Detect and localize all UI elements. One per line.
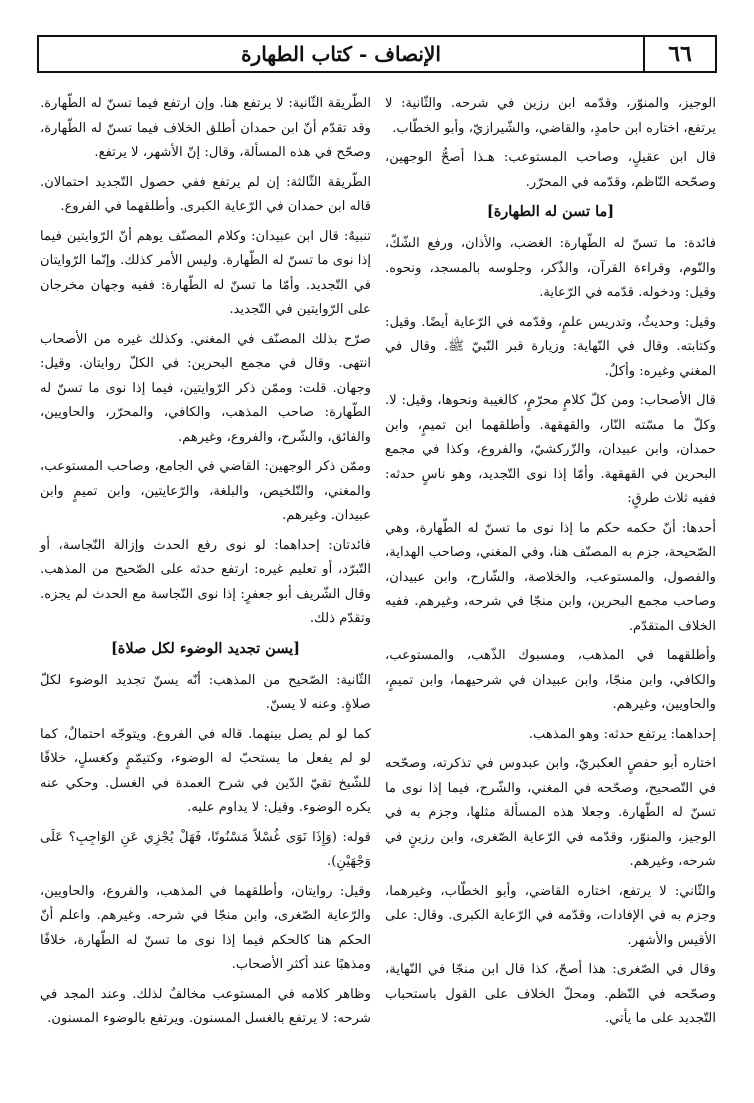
page-number: ٦٦ — [643, 37, 715, 71]
paragraph: صرّح بذلك المصنّف في المغني. وكذلك غيره من الأصحاب انتهى. وقال في مجمع البحرين: في الكلّ روايتان. وقيل: وجهان. قلت: وممّن ذكر الرّوايتين، فيما إذا نوى ما تسنّ له الطّهارة: صاحب المذهب، والكافي، والمحرّر، والحاويين، والفائق، والشّرح، والفروع، وغيرهم. — [40, 331, 371, 445]
paragraph: وظاهر كلامه في المستوعب مخالفٌ لذلك. وعند المجد في شرحه: لا يرتفع بالغسل المسنون. ويرتفع بالوضوء المسنون. — [40, 986, 371, 1026]
paragraph: إحداهما: يرتفع حدثه: وهو المذهب. — [528, 726, 716, 742]
paragraph: الوجيز، والمنوّر، وقدّمه ابن رزين في شرحه. والثّانية: لا يرتفع، اختاره ابن حامدٍ، والقاضي، والشّيرازيّ، وأبو الخطّاب. — [385, 96, 716, 136]
left-column — [40, 92, 371, 1072]
section-heading: [يسن تجديد الوضوء لكل صلاة] — [110, 639, 301, 657]
paragraph: اختاره أبو حفصٍ العكبريّ، وابن عبدوس في تذكرته، وصحّحه في التّصحيح، وصحّحه في المغني، والشّرح، فيما إذا نوى ما تسنّ له الطّهارة. وجعلا هذه المسألة مثلها، وجزم به في الوجيز، والمنوّر، وقدّمه في الرّعاية الصّغرى، وابن رزينٍ في شرحه، وغيرهم. — [385, 756, 716, 869]
paragraph: تنبيهٌ: قال ابن عبيدان: وكلام المصنّف يوهم أنّ الرّوايتين فيما إذا نوى ما تسنّ له الطّهارة. وليس الأمر كذلك. وإنّما الرّوايتان في التّجديد. وأمّا ما تسنّ له الطّهارة: ففيه وجهان مخرجان على الرّوايتين في التّجديد. — [40, 228, 371, 317]
paragraph: وقيل: روايتان، وأطلقهما في المذهب، والفروع، والحاويين، والرّعاية الصّغرى، وابن منجّا في شرحه. وغيرهم. واعلم أنّ الحكم هنا كالحكم فيما إذا نوى ما تسنّ له الطّهارة، خلافًا ومذهبًا عند أكثر الأصحاب. — [40, 883, 371, 972]
page-header — [37, 35, 717, 73]
paragraph: وقال في الصّغرى: هذا أصحّ، كذا قال ابن منجّا في النّهاية، وصحّحه في النّظم. ومحلّ الخلاف على القول باستحباب التّجديد على ما يأتي. — [385, 962, 716, 1026]
paragraph: قال الأصحاب: ومن كلّ كلامٍ محرّمٍ، كالغيبة ونحوها، وقيل: لا. وكلّ ما مسّته النّار، والقهقهة. وأطلقهما ابن تميمٍ، وابن حمدان، وابن عبيدان، والزّركشيّ، والفروع، وكذا في مجمع البحرين في القهقهة. وأمّا إذا نوى التّجديد، وهو ناسٍ حدثه: ففيه ثلاث طرقٍ: — [385, 393, 716, 506]
paragraph: قال ابن عقيلٍ، وصاحب المستوعب: هـذا أصحُّ الوجهين، وصحّحه النّاظم، وقدّمه في المحرّر. — [385, 150, 716, 190]
paragraph: الطّريقة الثّالثة: إن لم يرتفع ففي حصول التّجديد احتمالان. قاله ابن حمدان في الرّعاية الكبرى. وأطلقهما في الفروع. — [40, 174, 371, 214]
paragraph: والثّاني: لا يرتفع، اختاره القاضي، وأبو الخطّاب، وغيرهما، وجزم به في الإفادات، وقدّمه في الرّعاية الكبرى. وقال: على الأقيس والأشهر. — [385, 883, 716, 948]
paragraph: وأطلقهما في المذهب، ومسبوك الذّهب، والمستوعب، والكافي، وابن منجّا، وابن عبيدان في شرحيهما، وابن تميمٍ، والحاويين، وغيرهم. — [385, 648, 716, 712]
paragraph: كما لو لم يصل بينهما. قاله في الفروع. ويتوجّه احتمالٌ، كما لو لم يفعل ما يستحبّ له الوضوء، وكتيمّمٍ وكغسلٍ، خلافًا للشّيخ تقيّ الدّين في شرح العمدة في الغسل. وحكي عنه يكره الوضوء. وقيل: لا يداوم عليه. — [40, 726, 371, 815]
right-column — [385, 92, 716, 1072]
paragraph: أحدها: أنّ حكمه حكم ما إذا نوى ما تسنّ له الطّهارة، وهي الصّحيحة، جزم به المصنّف هنا، وفي المغني، وصاحب الهداية، والفصول، والمستوعب، والخلاصة، والشّارح، وابن عبيدان، وصاحب مجمع البحرين، وابن منجّا في شرحه، وغيرهم. ففيه الخلاف المتقدّم. — [385, 520, 716, 634]
paragraph: الثّانية: الصّحيح من المذهب: أنّه يسنّ تجديد الوضوء لكلّ صلاةٍ. وعنه لا يسنّ. — [40, 672, 371, 712]
page-title: الإنصاف - كتاب الطهارة — [241, 42, 441, 66]
paragraph: الطّريقة الثّانية: لا يرتفع هنا. وإن ارتفع فيما تسنّ له الطّهارة. وقد تقدّم أنّ ابن حمدان أطلق الخلاف فيما تسنّ له الطّهارة، وصحّح في هذه المسألة، وقال: إنّ الأشهر، لا يرتفع. — [40, 96, 371, 160]
paragraph: وقيل: وحديثٌ، وتدريس علمٍ، وقدّمه في الرّعاية أيضًا. وقيل: وكتابته. وقال في النّهاية: وزيارة قبر النّبيّ ﷺ. وقال في المغني وغيره: وأكلٌ. — [385, 314, 716, 379]
paragraph: فائدة: ما تسنّ له الطّهارة: الغضب، والأذان، ورفع الشّكّ، والنّوم، وقراءة القرآن، والذّكر، وجلوسه بالمسجد، ونحوه. وقيل: ودخوله. قدّمه في الرّعاية. — [385, 236, 716, 300]
paragraph: فائدتان: إحداهما: لو نوى رفع الحدث وإزالة النّجاسة، أو التّبرّد، أو تعليم غيره: ارتفع حدثه على الصّحيح من المذهب. وقال الشّريف أبو جعفرٍ: إذا نوى النّجاسة مع الحدث لم يجزه. وتقدّم ذلك. — [40, 537, 371, 626]
paragraph: وممّن ذكر الوجهين: القاضي في الجامع، وصاحب المستوعب، والمغني، والتّلخيص، والبلغة، والرّعايتين، وابن تميمٍ وابن عبيدان. وغيرهم. — [40, 459, 371, 523]
section-heading: [ما تسن له الطهارة] — [486, 203, 615, 220]
paragraph: قوله: (وَإِذَا نَوَى غُسْلاً مَسْنُونًا، فَهَلْ يُجْزِي عَنِ الوَاجِبِ؟ عَلَى وَجْهَيْنِ). — [40, 829, 371, 869]
text-columns — [40, 92, 716, 1072]
